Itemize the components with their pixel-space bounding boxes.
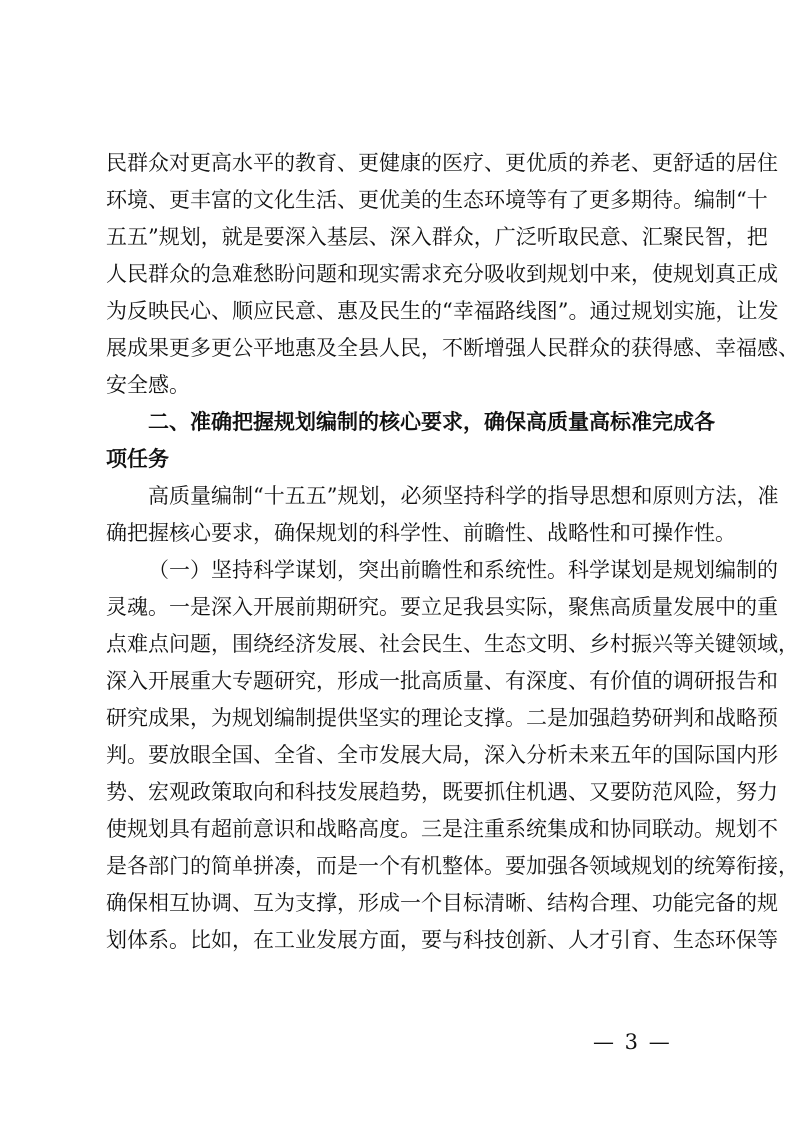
text-line: 展成果更多更公平地惠及全县人民，不断增强人民群众的获得感、幸福感、	[106, 336, 799, 360]
subsection-line: 判。要放眼全国、全省、全市发展大局，深入分析未来五年的国际国内形	[106, 743, 778, 767]
body-text	[106, 145, 799, 959]
subsection-line: 研究成果，为规划编制提供坚实的理论支撑。二是加强趋势研判和战略预	[106, 706, 778, 730]
section-heading-continued: 项任务	[106, 447, 169, 471]
section-heading: 二、准确把握规划编制的核心要求，确保高质量高标准完成各	[148, 410, 715, 434]
subsection-line: 确保相互协调、互为支撑，形成一个目标清晰、结构合理、功能完备的规	[106, 891, 778, 915]
subsection-line: 使规划具有超前意识和战略高度。三是注重系统集成和协同联动。规划不	[106, 817, 778, 841]
subsection-first-line	[106, 552, 778, 589]
text-line: 五五”规划，就是要深入基层、深入群众，广泛听取民意、汇聚民智，把	[106, 225, 768, 249]
text-line: 人民群众的急难愁盼问题和现实需求充分吸收到规划中来，使规划真正成	[106, 262, 778, 286]
subsection-line: 是各部门的简单拼凑，而是一个有机整体。要加强各领域规划的统筹衔接，	[106, 854, 799, 878]
text-line: 安全感。	[106, 373, 190, 397]
intro-line: 高质量编制“十五五”规划，必须坚持科学的指导思想和原则方法，准	[148, 484, 779, 508]
text-line: 环境、更丰富的文化生活、更优美的生态环境等有了更多期待。编制“十	[106, 188, 768, 212]
subsection-line: 灵魂。一是深入开展前期研究。要立足我县实际，聚焦高质量发展中的重	[106, 595, 778, 619]
intro-line: 确把握核心要求，确保规划的科学性、前瞻性、战略性和可操作性。	[106, 521, 736, 545]
subsection-line: 点难点问题，围绕经济发展、社会民生、生态文明、乡村振兴等关键领域，	[106, 632, 799, 656]
subsection-line: 划体系。比如，在工业发展方面，要与科技创新、人才引育、生态环保等	[106, 928, 778, 952]
subsection-line: 深入开展重大专题研究，形成一批高质量、有深度、有价值的调研报告和	[106, 669, 778, 693]
page-number: — 3 —	[593, 1030, 672, 1054]
subsection-first-line-text: 科学谋划是规划编制的	[568, 558, 778, 582]
subsection-heading: （一）坚持科学谋划，突出前瞻性和系统性。	[148, 558, 568, 582]
text-line: 为反映民心、顺应民意、惠及民生的“幸福路线图”。通过规划实施，让发	[106, 299, 779, 323]
subsection-line: 势、宏观政策取向和科技发展趋势，既要抓住机遇、又要防范风险，努力	[106, 780, 778, 804]
text-line: 民群众对更高水平的教育、更健康的医疗、更优质的养老、更舒适的居住	[106, 151, 778, 175]
